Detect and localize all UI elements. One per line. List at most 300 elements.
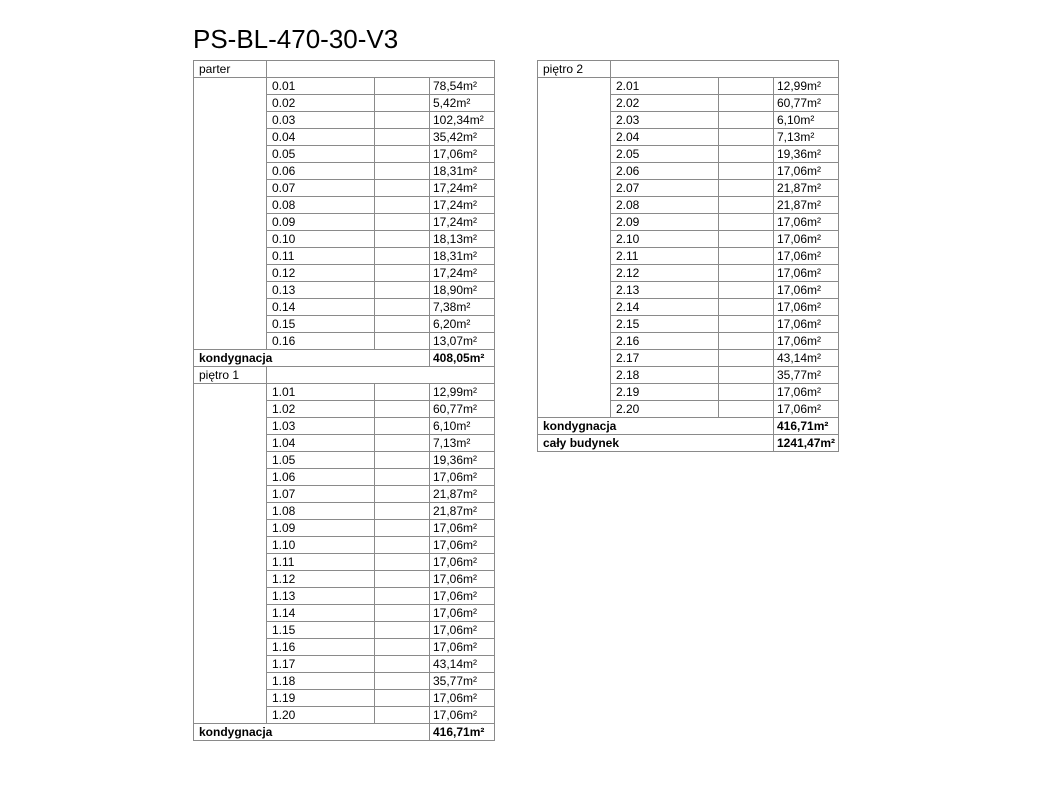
indent-cell (538, 129, 611, 146)
table-row (194, 537, 495, 554)
empty-cell (375, 503, 430, 520)
empty-cell (719, 299, 774, 316)
empty-cell (719, 401, 774, 418)
room-number: 1.06 (267, 469, 375, 486)
table-row (194, 146, 495, 163)
floor-header-row (194, 367, 495, 384)
table-row (538, 163, 839, 180)
room-area: 17,06m² (430, 469, 495, 486)
indent-cell (194, 469, 267, 486)
empty-cell (375, 639, 430, 656)
table-row (194, 384, 495, 401)
indent-cell (194, 435, 267, 452)
room-area: 60,77m² (430, 401, 495, 418)
room-number: 1.19 (267, 690, 375, 707)
table-row (194, 112, 495, 129)
indent-cell (194, 384, 267, 401)
empty-cell (375, 265, 430, 282)
indent-cell (194, 401, 267, 418)
room-area: 17,06m² (430, 571, 495, 588)
indent-cell (538, 197, 611, 214)
empty-cell (719, 333, 774, 350)
table-row (194, 588, 495, 605)
table-row (194, 639, 495, 656)
table-row (194, 129, 495, 146)
empty-cell (375, 231, 430, 248)
room-area: 17,24m² (430, 265, 495, 282)
room-area: 43,14m² (430, 656, 495, 673)
room-number: 2.18 (611, 367, 719, 384)
room-number: 1.09 (267, 520, 375, 537)
room-number: 1.20 (267, 707, 375, 724)
table-row (194, 214, 495, 231)
room-number: 0.14 (267, 299, 375, 316)
empty-cell (375, 282, 430, 299)
room-area: 17,06m² (774, 282, 839, 299)
empty-cell (375, 197, 430, 214)
room-number: 1.07 (267, 486, 375, 503)
room-number: 1.14 (267, 605, 375, 622)
indent-cell (194, 78, 267, 95)
room-area: 35,77m² (774, 367, 839, 384)
room-number: 0.10 (267, 231, 375, 248)
room-area: 78,54m² (430, 78, 495, 95)
indent-cell (538, 163, 611, 180)
empty-cell (719, 265, 774, 282)
room-number: 0.06 (267, 163, 375, 180)
room-number: 2.03 (611, 112, 719, 129)
room-area: 12,99m² (774, 78, 839, 95)
room-area: 18,31m² (430, 163, 495, 180)
indent-cell (538, 367, 611, 384)
empty-cell (375, 707, 430, 724)
empty-cell (375, 248, 430, 265)
room-area: 17,06m² (430, 622, 495, 639)
room-number: 2.12 (611, 265, 719, 282)
room-number: 0.16 (267, 333, 375, 350)
room-area: 17,06m² (430, 554, 495, 571)
room-number: 2.02 (611, 95, 719, 112)
room-number: 1.11 (267, 554, 375, 571)
empty-cell (719, 231, 774, 248)
empty-cell (375, 622, 430, 639)
room-number: 1.10 (267, 537, 375, 554)
table-row (194, 571, 495, 588)
room-number: 1.12 (267, 571, 375, 588)
room-area: 7,13m² (774, 129, 839, 146)
empty-cell (375, 112, 430, 129)
empty-cell (719, 248, 774, 265)
room-area: 21,87m² (774, 197, 839, 214)
room-area: 102,34m² (430, 112, 495, 129)
room-area: 60,77m² (774, 95, 839, 112)
table-row (194, 554, 495, 571)
room-area: 17,06m² (774, 384, 839, 401)
room-number: 0.08 (267, 197, 375, 214)
room-area: 17,06m² (774, 265, 839, 282)
table-row (194, 282, 495, 299)
room-area: 21,87m² (430, 486, 495, 503)
room-number: 1.17 (267, 656, 375, 673)
indent-cell (538, 316, 611, 333)
room-area: 43,14m² (774, 350, 839, 367)
room-number: 2.17 (611, 350, 719, 367)
room-number: 0.05 (267, 146, 375, 163)
indent-cell (194, 656, 267, 673)
empty-cell (719, 316, 774, 333)
table-row (194, 435, 495, 452)
room-number: 2.05 (611, 146, 719, 163)
table-row (538, 180, 839, 197)
table-row (194, 520, 495, 537)
empty-cell (719, 282, 774, 299)
floor-total-value: 416,71m² (430, 724, 495, 741)
room-number: 1.18 (267, 673, 375, 690)
room-area: 17,24m² (430, 214, 495, 231)
area-table-right (537, 60, 839, 452)
room-number: 2.13 (611, 282, 719, 299)
room-area: 35,77m² (430, 673, 495, 690)
table-row (194, 605, 495, 622)
table-row (194, 163, 495, 180)
indent-cell (194, 180, 267, 197)
room-number: 2.10 (611, 231, 719, 248)
room-number: 1.16 (267, 639, 375, 656)
indent-cell (194, 248, 267, 265)
empty-cell (375, 673, 430, 690)
table-row (538, 248, 839, 265)
indent-cell (194, 418, 267, 435)
room-area: 17,06m² (774, 333, 839, 350)
floor-total-value: 416,71m² (774, 418, 839, 435)
room-number: 0.15 (267, 316, 375, 333)
table-row (538, 78, 839, 95)
indent-cell (538, 299, 611, 316)
room-area: 17,06m² (774, 299, 839, 316)
table-row (538, 384, 839, 401)
indent-cell (194, 95, 267, 112)
indent-cell (194, 197, 267, 214)
indent-cell (194, 129, 267, 146)
floor-header-row (538, 61, 839, 78)
empty-cell (375, 571, 430, 588)
empty-cell (375, 163, 430, 180)
empty-cell (375, 333, 430, 350)
room-number: 2.11 (611, 248, 719, 265)
indent-cell (538, 231, 611, 248)
room-number: 1.05 (267, 452, 375, 469)
room-area: 17,06m² (774, 214, 839, 231)
floor-total-label: kondygnacja (194, 350, 430, 367)
room-area: 7,38m² (430, 299, 495, 316)
floor-total-row (538, 418, 839, 435)
table-row (538, 350, 839, 367)
table-row (538, 401, 839, 418)
room-number: 2.01 (611, 78, 719, 95)
indent-cell (538, 384, 611, 401)
empty-cell (719, 180, 774, 197)
indent-cell (538, 146, 611, 163)
indent-cell (194, 537, 267, 554)
table-row (538, 214, 839, 231)
room-area: 17,06m² (430, 639, 495, 656)
floor-name: piętro 2 (538, 61, 611, 78)
floor-total-label: kondygnacja (538, 418, 774, 435)
room-area: 35,42m² (430, 129, 495, 146)
empty-cell (375, 146, 430, 163)
indent-cell (538, 401, 611, 418)
room-area: 17,06m² (430, 520, 495, 537)
room-number: 0.12 (267, 265, 375, 282)
indent-cell (538, 333, 611, 350)
table-row (538, 146, 839, 163)
room-number: 2.16 (611, 333, 719, 350)
table-row (538, 197, 839, 214)
building-total-label: cały budynek (538, 435, 774, 452)
empty-cell (375, 384, 430, 401)
indent-cell (194, 622, 267, 639)
indent-cell (538, 282, 611, 299)
empty-cell (375, 214, 430, 231)
floor-total-row (194, 350, 495, 367)
room-area: 17,06m² (430, 146, 495, 163)
indent-cell (194, 707, 267, 724)
table-row (538, 265, 839, 282)
room-number: 2.08 (611, 197, 719, 214)
room-number: 0.04 (267, 129, 375, 146)
empty-cell (375, 656, 430, 673)
building-total-row (538, 435, 839, 452)
room-area: 17,06m² (774, 401, 839, 418)
table-row (194, 333, 495, 350)
room-number: 1.04 (267, 435, 375, 452)
floor-header-row (194, 61, 495, 78)
empty-cell (375, 435, 430, 452)
empty-cell (719, 163, 774, 180)
empty-cell (719, 95, 774, 112)
floor-name: piętro 1 (194, 367, 267, 384)
table-row (194, 197, 495, 214)
empty-cell (719, 78, 774, 95)
table-row (538, 367, 839, 384)
empty-cell (719, 197, 774, 214)
empty-cell (375, 299, 430, 316)
indent-cell (194, 163, 267, 180)
table-row (194, 95, 495, 112)
room-area: 19,36m² (774, 146, 839, 163)
table-row (194, 248, 495, 265)
room-area: 7,13m² (430, 435, 495, 452)
table-row (538, 129, 839, 146)
room-area: 17,06m² (430, 707, 495, 724)
empty-cell (719, 367, 774, 384)
empty-cell (375, 537, 430, 554)
room-number: 0.09 (267, 214, 375, 231)
indent-cell (194, 214, 267, 231)
table-row (194, 78, 495, 95)
table-row (538, 333, 839, 350)
room-number: 0.01 (267, 78, 375, 95)
room-number: 2.06 (611, 163, 719, 180)
empty-cell (719, 214, 774, 231)
area-table-left (193, 60, 495, 741)
empty-cell (375, 554, 430, 571)
header-spacer (611, 61, 839, 78)
empty-cell (375, 605, 430, 622)
empty-cell (375, 180, 430, 197)
room-area: 6,10m² (774, 112, 839, 129)
room-area: 18,90m² (430, 282, 495, 299)
table-row (538, 299, 839, 316)
table-row (194, 316, 495, 333)
empty-cell (375, 469, 430, 486)
indent-cell (194, 571, 267, 588)
room-area: 13,07m² (430, 333, 495, 350)
room-number: 0.13 (267, 282, 375, 299)
empty-cell (375, 452, 430, 469)
empty-cell (719, 129, 774, 146)
room-number: 1.13 (267, 588, 375, 605)
room-area: 17,06m² (774, 248, 839, 265)
room-number: 2.07 (611, 180, 719, 197)
room-number: 2.14 (611, 299, 719, 316)
floor-total-value: 408,05m² (430, 350, 495, 367)
indent-cell (194, 231, 267, 248)
indent-cell (194, 316, 267, 333)
table-row (194, 231, 495, 248)
empty-cell (719, 112, 774, 129)
table-row (538, 282, 839, 299)
indent-cell (538, 350, 611, 367)
empty-cell (375, 129, 430, 146)
room-area: 17,06m² (774, 316, 839, 333)
indent-cell (194, 112, 267, 129)
room-area: 18,31m² (430, 248, 495, 265)
room-area: 6,10m² (430, 418, 495, 435)
room-area: 6,20m² (430, 316, 495, 333)
table-row (194, 622, 495, 639)
floor-total-label: kondygnacja (194, 724, 430, 741)
empty-cell (375, 520, 430, 537)
table-row (194, 503, 495, 520)
indent-cell (538, 112, 611, 129)
header-spacer (267, 61, 495, 78)
table-row (194, 486, 495, 503)
empty-cell (375, 401, 430, 418)
indent-cell (194, 673, 267, 690)
empty-cell (375, 588, 430, 605)
indent-cell (538, 214, 611, 231)
table-row (194, 707, 495, 724)
indent-cell (194, 520, 267, 537)
document-title: PS-BL-470-30-V3 (193, 24, 399, 54)
table-row (194, 656, 495, 673)
table-row (194, 265, 495, 282)
room-number: 0.03 (267, 112, 375, 129)
indent-cell (538, 78, 611, 95)
building-total-value: 1241,47m² (774, 435, 839, 452)
table-row (538, 95, 839, 112)
room-area: 17,06m² (430, 588, 495, 605)
table-row (194, 673, 495, 690)
indent-cell (538, 180, 611, 197)
indent-cell (538, 95, 611, 112)
room-number: 1.15 (267, 622, 375, 639)
room-area: 5,42m² (430, 95, 495, 112)
indent-cell (194, 605, 267, 622)
empty-cell (719, 146, 774, 163)
room-number: 1.08 (267, 503, 375, 520)
empty-cell (375, 418, 430, 435)
room-number: 0.07 (267, 180, 375, 197)
table-row (538, 231, 839, 248)
floor-name: parter (194, 61, 267, 78)
table-row (194, 418, 495, 435)
room-area: 18,13m² (430, 231, 495, 248)
room-number: 2.09 (611, 214, 719, 231)
indent-cell (194, 452, 267, 469)
room-area: 21,87m² (774, 180, 839, 197)
table-row (194, 299, 495, 316)
indent-cell (194, 265, 267, 282)
table-row (194, 401, 495, 418)
room-area: 19,36m² (430, 452, 495, 469)
empty-cell (375, 95, 430, 112)
room-area: 12,99m² (430, 384, 495, 401)
room-number: 0.02 (267, 95, 375, 112)
indent-cell (194, 588, 267, 605)
indent-cell (194, 486, 267, 503)
table-row (194, 180, 495, 197)
floor-total-row (194, 724, 495, 741)
header-spacer (267, 367, 495, 384)
indent-cell (194, 333, 267, 350)
empty-cell (375, 78, 430, 95)
room-number: 2.04 (611, 129, 719, 146)
indent-cell (194, 299, 267, 316)
table-row (194, 452, 495, 469)
indent-cell (194, 690, 267, 707)
indent-cell (194, 503, 267, 520)
indent-cell (194, 146, 267, 163)
indent-cell (194, 554, 267, 571)
room-number: 2.19 (611, 384, 719, 401)
table-row (538, 112, 839, 129)
indent-cell (194, 639, 267, 656)
room-number: 1.01 (267, 384, 375, 401)
room-number: 0.11 (267, 248, 375, 265)
room-number: 2.15 (611, 316, 719, 333)
room-area: 21,87m² (430, 503, 495, 520)
empty-cell (719, 350, 774, 367)
table-row (538, 316, 839, 333)
empty-cell (375, 486, 430, 503)
room-area: 17,06m² (430, 537, 495, 554)
indent-cell (194, 282, 267, 299)
room-number: 1.02 (267, 401, 375, 418)
table-row (194, 469, 495, 486)
empty-cell (375, 316, 430, 333)
indent-cell (538, 248, 611, 265)
room-number: 1.03 (267, 418, 375, 435)
room-number: 2.20 (611, 401, 719, 418)
empty-cell (375, 690, 430, 707)
room-area: 17,06m² (774, 231, 839, 248)
indent-cell (538, 265, 611, 282)
room-area: 17,06m² (430, 690, 495, 707)
empty-cell (719, 384, 774, 401)
room-area: 17,24m² (430, 197, 495, 214)
